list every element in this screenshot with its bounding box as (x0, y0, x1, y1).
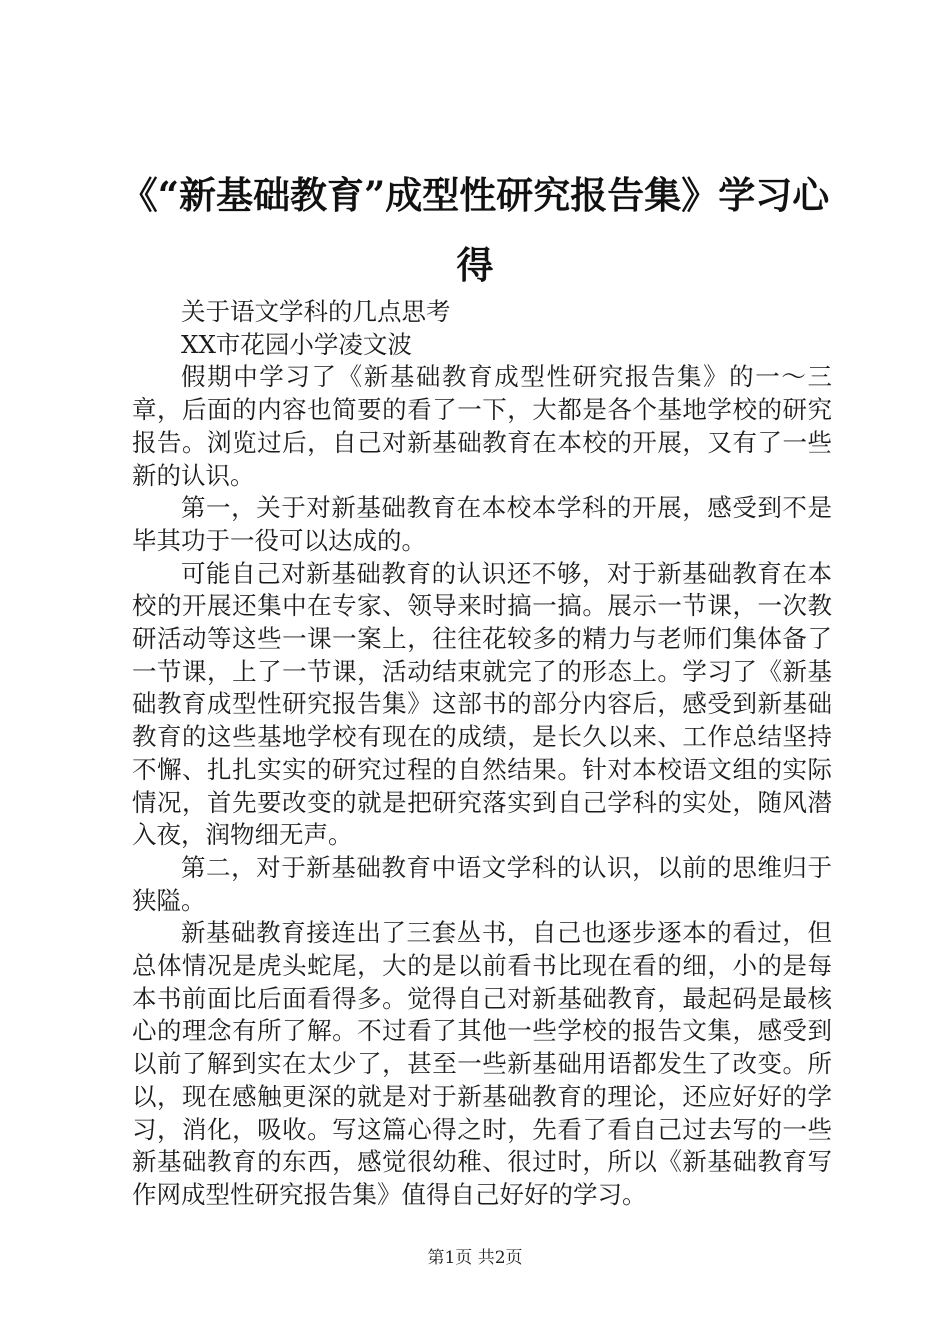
body-paragraph: 新基础教育接连出了三套丛书，自己也逐步逐本的看过，但总体情况是虎头蛇尾，大的是以前看书比现在看的细，小的是每本书前面比后面看得多。觉得自己对新基础教育，最起码是最核心的理念有所了解。不过看了其他一些学校的报告文集，感受到以前了解到实在太少了，甚至一些新基础用语都发生了改变。所以，现在感触更深的就是对于新基础教育的理论，还应好好的学习，消化，吸收。写这篇心得之时，先看了看自己过去写的一些新基础教育的东西，感觉很幼稚、很过时，所以《新基础教育写作网成型性研究报告集》值得自己好好的学习。 (132, 918, 832, 1209)
body-paragraph: 第二，对于新基础教育中语文学科的认识，以前的思维归于狭隘。 (132, 852, 832, 915)
subtitle: 关于语文学科的几点思考 (181, 297, 451, 326)
body-paragraph: 假期中学习了《新基础教育成型性研究报告集》的一～三章，后面的内容也简要的看了一下，大都是各个基地学校的研究报告。浏览过后，自己对新基础教育在本校的开展，又有了一些新的认识。 (132, 362, 832, 490)
author-line: XX市花园小学凌文波 (181, 329, 412, 359)
body-paragraph: 第一，关于对新基础教育在本校本学科的开展，感受到不是毕其功于一役可以达成的。 (132, 493, 832, 555)
document-title: 《“新基础教育”成型性研究报告集》学习心得 (120, 173, 830, 287)
document-body (132, 296, 832, 1212)
body-paragraph: 可能自己对新基础教育的认识还不够，对于新基础教育在本校的开展还集中在专家、领导来时搞一搞。展示一节课，一次教研活动等这些一课一案上，往往花较多的精力与老师们集体备了一节课，上了一节课，活动结束就完了的形态上。学习了《新基础教育成型性研究报告集》这部书的部分内容后，感受到新基础教育的这些基地学校有现在的成绩，是长久以来、工作总结坚持不懈、扎扎实实的研究过程的自然结果。针对本校语文组的实际情况，首先要改变的就是把研究落实到自己学科的实处，随风潜入夜，润物细无声。 (132, 558, 832, 850)
page-footer: 第1页 共2页 (427, 1248, 523, 1268)
